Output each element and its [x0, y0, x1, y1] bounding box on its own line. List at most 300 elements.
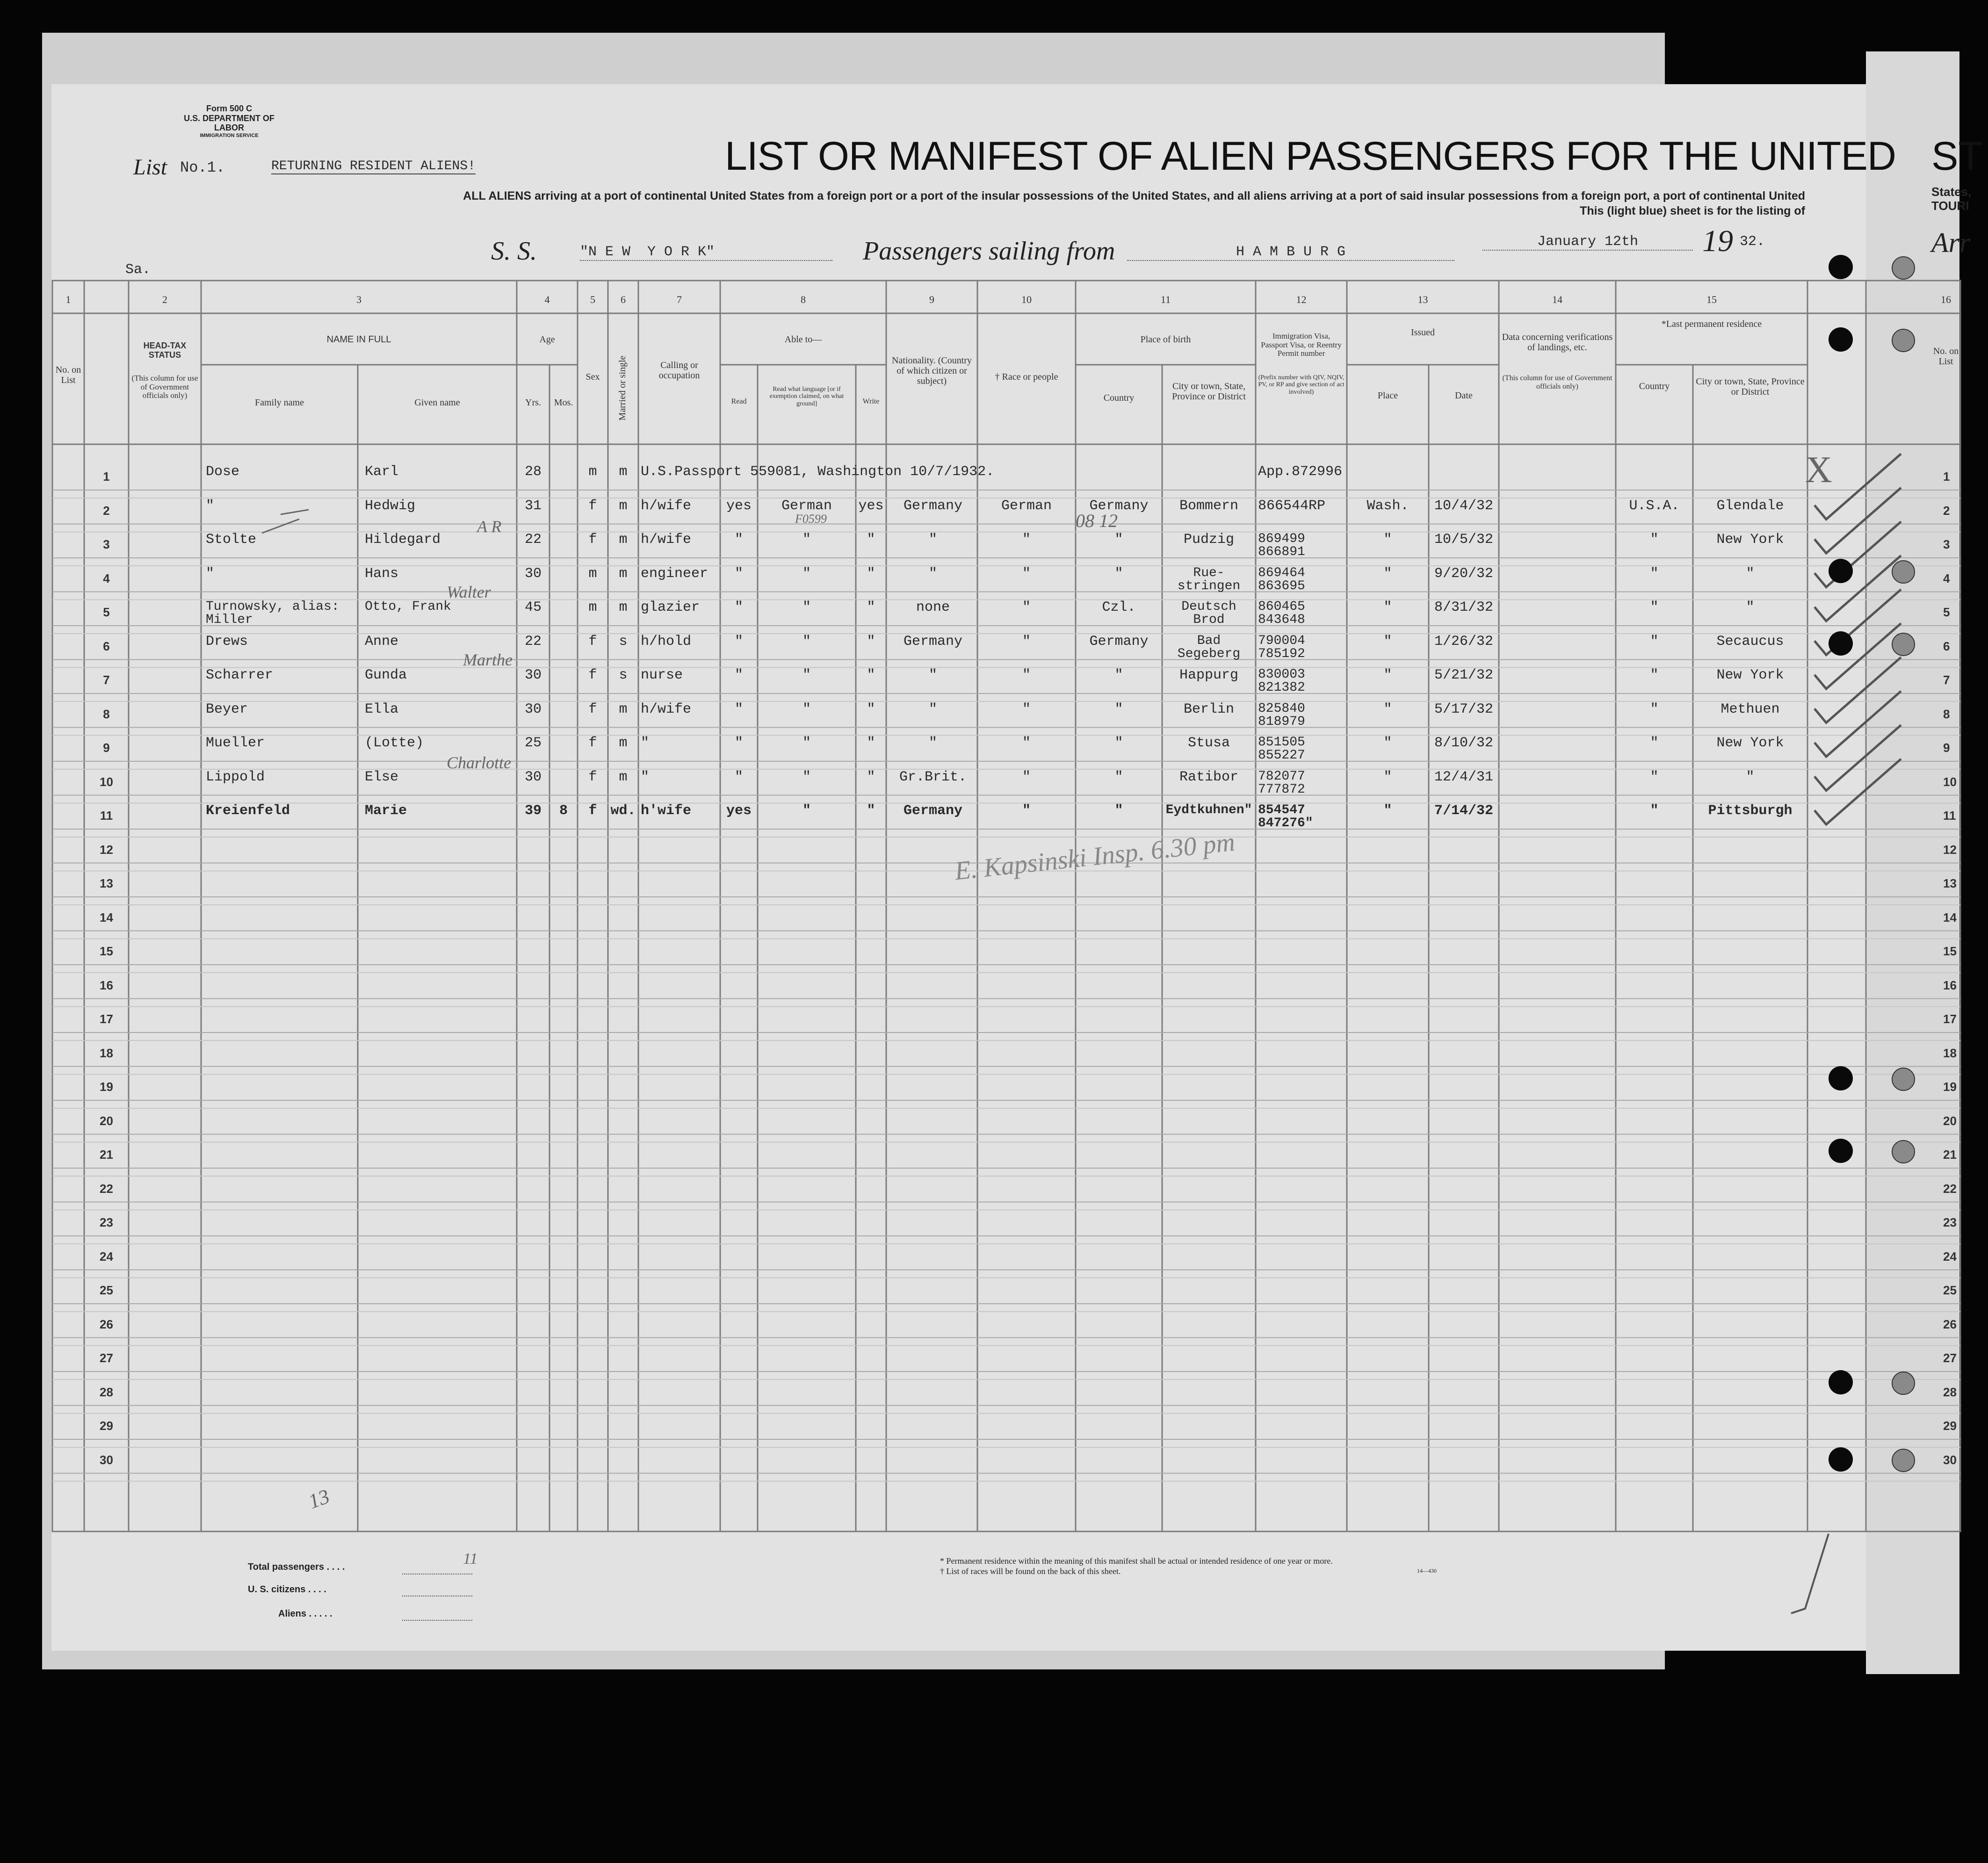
- row-number: 4: [103, 571, 110, 585]
- head-age: Age: [539, 334, 555, 345]
- cell-calling: ": [641, 735, 650, 751]
- row-number: 2: [103, 503, 110, 518]
- cell-race: ": [1022, 667, 1031, 683]
- instructions-line-1: ALL ALIENS arriving at a port of continental United States from a foreign port or a port of the insular possessions of the United States, and all aliens arriving at a port of said insular possessions from a foreign port, a port of continental United: [463, 189, 1805, 202]
- punch-hole: [1829, 1139, 1853, 1163]
- cell-ms: m: [619, 498, 628, 514]
- row-number: 16: [100, 978, 113, 992]
- head-head-tax: HEAD-TAX STATUS: [143, 341, 187, 360]
- cell-yrs: 22: [524, 532, 542, 548]
- cell-nat: Germany: [903, 633, 963, 650]
- instructions-line-2: This (light blue) sheet is for the listing of: [1580, 204, 1805, 217]
- right-row-number: 28: [1943, 1385, 1957, 1399]
- punch-hole: [1892, 329, 1915, 352]
- head-read-language: Read what language [or if exemption claimed, on what ground]: [769, 386, 844, 407]
- row-number: 24: [100, 1249, 113, 1264]
- cell-read: ": [734, 532, 743, 548]
- col-num-13: 13: [1417, 294, 1428, 305]
- head-issued: Issued: [1410, 327, 1435, 338]
- right-row-number: 11: [1943, 809, 1956, 823]
- cell-res-country: U.S.A.: [1629, 498, 1680, 514]
- cell-visa: 860465 843648: [1258, 599, 1305, 627]
- cell-res-country: ": [1650, 769, 1659, 785]
- cell-given: Ella: [365, 701, 399, 717]
- row-number: 9: [103, 741, 110, 755]
- right-row-number: 20: [1943, 1113, 1957, 1128]
- cell-sex: f: [588, 735, 597, 751]
- head-place: Place: [1377, 390, 1398, 401]
- cell-sex: m: [588, 464, 597, 480]
- head-nationality: Nationality. (Country of which citizen or subject): [892, 355, 972, 386]
- cell-nat: Germany: [903, 498, 963, 514]
- hand-walter: Walter: [447, 583, 491, 601]
- cell-nat: Gr.Brit.: [899, 769, 967, 785]
- right-row-number: 13: [1943, 876, 1957, 890]
- year-prefix: 19: [1702, 224, 1733, 258]
- cell-visa: 854547 847276": [1258, 803, 1313, 830]
- cell-yrs: 30: [524, 565, 542, 582]
- cell-calling: nurse: [641, 667, 683, 683]
- cell-nat: ": [928, 532, 937, 548]
- punch-hole: [1829, 255, 1853, 279]
- footer-aliens-label: Aliens . . . . .: [278, 1609, 333, 1619]
- cell-place: Wash.: [1366, 498, 1409, 514]
- row-number: 28: [100, 1385, 113, 1399]
- cell-nat: ": [928, 667, 937, 683]
- cell-given: Hildegard: [365, 532, 441, 548]
- cell-family: ": [206, 498, 215, 514]
- cell-yrs: 39: [524, 803, 542, 819]
- right-row-number: 6: [1943, 639, 1950, 653]
- punch-hole: [1829, 1447, 1853, 1472]
- row-number: 11: [100, 809, 113, 823]
- right-row-number: 17: [1943, 1012, 1957, 1026]
- hand-lang-note: F0599: [795, 512, 827, 526]
- cell-write: ": [867, 769, 875, 785]
- cell-given: Anne: [365, 633, 399, 650]
- cell-res-city: Secaucus: [1716, 633, 1784, 650]
- footnote-races: † List of races will be found on the back of this sheet.: [940, 1567, 1121, 1576]
- right-row-number: 15: [1943, 944, 1957, 958]
- cell-calling: h/wife: [641, 498, 692, 514]
- cell-res-city: ": [1746, 599, 1755, 615]
- punch-hole: [1829, 1370, 1853, 1394]
- hand-tally: 13: [305, 1484, 333, 1514]
- cell-visa: 869499 866891: [1258, 532, 1305, 559]
- cell-given: Else: [365, 769, 399, 785]
- cell-calling: h/hold: [641, 633, 692, 650]
- head-no-on-list: No. on List: [55, 365, 81, 385]
- cell-country: ": [1114, 769, 1123, 785]
- cell-calling: engineer: [641, 565, 708, 582]
- punch-hole: [1829, 327, 1853, 352]
- cell-sex: f: [588, 803, 597, 819]
- right-row-number: 16: [1943, 978, 1957, 992]
- cell-place: ": [1383, 803, 1392, 819]
- adjacent-title: ST: [1931, 134, 1983, 179]
- head-family-name: Family name: [255, 397, 304, 408]
- cell-city: Deutsch Brod: [1181, 599, 1236, 627]
- hand-charlotte: Charlotte: [447, 753, 512, 772]
- cell-city: Berlin: [1183, 701, 1235, 717]
- cell-country: ": [1114, 735, 1123, 751]
- cell-sex: f: [588, 498, 597, 514]
- row-number: 3: [103, 537, 110, 551]
- cell-lang: ": [802, 803, 811, 819]
- cell-ms: wd.: [610, 803, 636, 819]
- cell-place: ": [1383, 599, 1392, 615]
- list-type: RETURNING RESIDENT ALIENS!: [271, 159, 476, 173]
- cell-date: 8/10/32: [1434, 735, 1494, 751]
- form-number: Form 500 C: [206, 104, 253, 113]
- cell-ms: m: [619, 735, 628, 751]
- right-row-number: 27: [1943, 1351, 1957, 1365]
- right-row-number: 22: [1943, 1181, 1957, 1196]
- right-row-number: 26: [1943, 1317, 1957, 1331]
- head-place-of-birth: Place of birth: [1140, 334, 1191, 345]
- row-number: 1: [103, 469, 110, 484]
- cell-calling: h/wife: [641, 532, 692, 548]
- head-res-city: City or town, State, Province or District: [1696, 376, 1805, 397]
- cell-res-city: New York: [1716, 667, 1784, 683]
- punch-hole: [1892, 1449, 1915, 1472]
- right-row-number: 29: [1943, 1419, 1957, 1433]
- head-date: Date: [1455, 390, 1473, 401]
- cell-date: 10/5/32: [1434, 532, 1494, 548]
- cell-res-city: New York: [1716, 735, 1784, 751]
- cell-lang: ": [802, 532, 811, 548]
- row-number: 13: [100, 876, 113, 890]
- row-number: 27: [100, 1351, 113, 1365]
- cell-res-country: ": [1650, 599, 1659, 615]
- cell-res-country: ": [1650, 701, 1659, 717]
- cell-lang: ": [802, 701, 811, 717]
- head-data-concerning: Data concerning verifications of landings, etc.: [1502, 332, 1613, 353]
- cell-ms: m: [619, 464, 628, 480]
- cell-given: Otto, Frank: [365, 599, 451, 614]
- row-number: 26: [100, 1317, 113, 1331]
- head-city: City or town, State, Province or District: [1172, 381, 1246, 402]
- cell-write: ": [867, 633, 875, 650]
- cell-country: ": [1114, 532, 1123, 548]
- cell-yrs: 30: [524, 667, 542, 683]
- cell-res-country: ": [1650, 633, 1659, 650]
- adjacent-subtitle-2: TOURI: [1931, 199, 1969, 213]
- cell-country: ": [1114, 565, 1123, 582]
- cell-nat: ": [928, 701, 937, 717]
- row-number: 17: [100, 1012, 113, 1026]
- cell-write: ": [867, 735, 875, 751]
- cell-write: yes: [858, 498, 884, 514]
- cell-yrs: 30: [524, 701, 542, 717]
- cell-race: ": [1022, 769, 1031, 785]
- cell-lang: ": [802, 769, 811, 785]
- cell-read: ": [734, 667, 743, 683]
- cell-race: ": [1022, 701, 1031, 717]
- cell-family: Dose: [206, 464, 240, 480]
- hand-birth-note: 08 12: [1076, 510, 1118, 531]
- right-row-number: 24: [1943, 1249, 1957, 1264]
- cell-race: ": [1022, 532, 1031, 548]
- col-num-2: 2: [162, 294, 167, 305]
- cell-family: ": [206, 565, 215, 582]
- col-num-4: 4: [544, 294, 550, 305]
- cell-city: Happurg: [1179, 667, 1239, 683]
- cell-visa: 869464 863695: [1258, 565, 1305, 593]
- right-row-number: 7: [1943, 673, 1950, 687]
- col-num-14: 14: [1552, 294, 1562, 305]
- cell-date: 1/26/32: [1434, 633, 1494, 650]
- cell-yrs: 31: [524, 498, 542, 514]
- cell-sex: f: [588, 701, 597, 717]
- cell-visa: 782077 777872: [1258, 769, 1305, 797]
- hand-marthe: Marthe: [463, 650, 513, 669]
- row-number: 22: [100, 1181, 113, 1196]
- col-num-7: 7: [677, 294, 682, 305]
- cell-city: Pudzig: [1183, 532, 1235, 548]
- cell-ms: s: [619, 667, 628, 683]
- cell-race: ": [1022, 633, 1031, 650]
- cell-place: ": [1383, 769, 1392, 785]
- cell-place: ": [1383, 667, 1392, 683]
- cell-res-country: ": [1650, 803, 1659, 819]
- right-row-number: 18: [1943, 1046, 1957, 1060]
- cell-read: ": [734, 633, 743, 650]
- cell-yrs: 25: [524, 735, 542, 751]
- cell-visa: 830003 821382: [1258, 667, 1305, 695]
- cell-family: Mueller: [206, 735, 265, 751]
- row-number: 15: [100, 944, 113, 958]
- cell-family: Scharrer: [206, 667, 274, 683]
- col-num-10: 10: [1021, 294, 1032, 305]
- cell-country: ": [1114, 803, 1123, 819]
- cell-lang: ": [802, 667, 811, 683]
- list-number: No.1.: [180, 159, 225, 176]
- department: U.S. DEPARTMENT OF LABOR: [184, 113, 275, 133]
- cell-race: ": [1022, 599, 1031, 615]
- cell-write: ": [867, 599, 875, 615]
- cell-calling: h'wife: [641, 803, 692, 819]
- cell-given: Hedwig: [365, 498, 416, 514]
- row-number: 8: [103, 707, 110, 721]
- head-read: Read: [731, 397, 747, 405]
- cell-place: ": [1383, 565, 1392, 582]
- cell-read: yes: [726, 498, 752, 514]
- head-head-tax-note: (This column for use of Government officials only): [131, 374, 198, 400]
- cell-given: Marie: [365, 803, 407, 819]
- cell-sex: f: [588, 769, 597, 785]
- cell-ms: m: [619, 599, 628, 615]
- head-married: Married or single: [617, 355, 628, 421]
- cell-visa: 851505 855227: [1258, 735, 1305, 763]
- head-yrs: Yrs.: [525, 397, 541, 408]
- cell-lang: ": [802, 565, 811, 582]
- cell-calling: glazier: [641, 599, 700, 615]
- row-number: 7: [103, 673, 110, 687]
- right-row-number: 14: [1943, 910, 1957, 924]
- hand-inspector-note: E. Kapsinski Insp. 6.30 pm: [953, 827, 1236, 886]
- cell-given: Hans: [365, 565, 399, 582]
- cell-yrs: 45: [524, 599, 542, 615]
- cell-city: Bad Segeberg: [1177, 633, 1241, 661]
- row-number: 21: [100, 1148, 113, 1162]
- head-country: Country: [1103, 393, 1135, 403]
- row-number: 14: [100, 910, 113, 924]
- cell-sex: f: [588, 532, 597, 548]
- col-num-16: 16: [1941, 294, 1951, 305]
- cell-family: Lippold: [206, 769, 265, 785]
- cell-calling: ": [641, 769, 650, 785]
- col-num-9: 9: [929, 294, 934, 305]
- cell-given: (Lotte): [365, 735, 424, 751]
- punch-hole: [1892, 560, 1915, 584]
- footer-total-label: Total passengers . . . .: [248, 1562, 345, 1572]
- ss-label: S. S.: [491, 237, 537, 266]
- cell-country: Germany: [1089, 498, 1149, 514]
- cell-race: ": [1022, 565, 1031, 582]
- cell-place: ": [1383, 633, 1392, 650]
- cell-sex: m: [588, 599, 597, 615]
- head-data-note: (This column for use of Government officials only): [1502, 374, 1612, 390]
- row-number: 23: [100, 1215, 113, 1229]
- footnote-residence: * Permanent residence within the meaning of this manifest shall be actual or intended residence of one year or more.: [940, 1556, 1333, 1566]
- head-sex: Sex: [586, 372, 600, 382]
- cell-date: 10/4/32: [1434, 498, 1494, 514]
- col-num-12: 12: [1296, 294, 1307, 305]
- head-last-residence: *Last permanent residence: [1661, 319, 1762, 329]
- cell-nat: ": [928, 565, 937, 582]
- head-right-no: No. on List: [1933, 346, 1959, 367]
- cell-res-city: ": [1746, 565, 1755, 582]
- cell-calling: U.S.Passport 559081, Washington 10/7/1932.: [641, 464, 995, 480]
- head-calling: Calling or occupation: [658, 360, 700, 381]
- cell-read: ": [734, 599, 743, 615]
- cell-city: Stusa: [1187, 735, 1230, 751]
- cell-write: ": [867, 565, 875, 582]
- cell-write: ": [867, 803, 875, 819]
- cell-family: Drews: [206, 633, 248, 650]
- right-row-number: 21: [1943, 1148, 1957, 1162]
- cell-visa: 790004 785192: [1258, 633, 1305, 661]
- cell-visa: 866544RP: [1258, 498, 1326, 514]
- cell-res-city: ": [1746, 769, 1755, 785]
- cell-city: Rue-stringen: [1177, 565, 1241, 593]
- col-num-11: 11: [1160, 294, 1171, 305]
- punch-hole: [1892, 1372, 1915, 1395]
- cell-res-country: ": [1650, 667, 1659, 683]
- punch-hole: [1892, 1140, 1915, 1163]
- year-suffix: 32.: [1740, 234, 1765, 250]
- service: IMMIGRATION SERVICE: [200, 133, 259, 139]
- cell-ms: m: [619, 532, 628, 548]
- footer-total-value: 11: [463, 1550, 478, 1567]
- col-num-8: 8: [801, 294, 806, 305]
- right-row-number: 10: [1943, 774, 1957, 789]
- cell-write: ": [867, 532, 875, 548]
- cell-read: ": [734, 565, 743, 582]
- list-label: List: [133, 155, 167, 180]
- cell-sex: f: [588, 633, 597, 650]
- head-res-country: Country: [1639, 381, 1670, 391]
- cell-country: ": [1114, 701, 1123, 717]
- cell-given: Karl: [365, 464, 399, 480]
- cell-country: Czl.: [1102, 599, 1136, 615]
- sailing-port: H A M B U R G: [1127, 244, 1454, 261]
- punch-hole: [1892, 1068, 1915, 1091]
- sailing-label: Passengers sailing from: [863, 237, 1115, 266]
- cell-family: Stolte: [206, 532, 257, 548]
- cell-date: 12/4/31: [1434, 769, 1494, 785]
- punch-hole: [1892, 256, 1915, 280]
- manifest-title: LIST OR MANIFEST OF ALIEN PASSENGERS FOR THE UNITED: [725, 134, 1896, 179]
- cell-write: ": [867, 667, 875, 683]
- cell-res-country: ": [1650, 735, 1659, 751]
- right-row-number: 23: [1943, 1215, 1957, 1229]
- cell-sex: m: [588, 565, 597, 582]
- cell-city: Eydtkuhnen": [1165, 803, 1252, 817]
- cell-place: ": [1383, 701, 1392, 717]
- cell-yrs: 30: [524, 769, 542, 785]
- cell-yrs: 28: [524, 464, 542, 480]
- row-number: 20: [100, 1113, 113, 1128]
- punch-hole: [1829, 559, 1853, 583]
- head-visa: Immigration Visa, Passport Visa, or Reentry Permit number: [1261, 332, 1342, 358]
- head-write: Write: [862, 397, 880, 405]
- cell-date: 5/21/32: [1434, 667, 1494, 683]
- right-row-number: 5: [1943, 605, 1950, 619]
- cell-lang: ": [802, 633, 811, 650]
- row-number: 18: [100, 1046, 113, 1060]
- right-row-number: 1: [1943, 469, 1950, 484]
- cell-sex: f: [588, 667, 597, 683]
- head-able-to: Able to—: [784, 334, 822, 345]
- cell-date: 5/17/32: [1434, 701, 1494, 717]
- cell-given: Gunda: [365, 667, 407, 683]
- right-row-number: 30: [1943, 1452, 1957, 1467]
- col-num-1: 1: [65, 294, 71, 305]
- sa-label: Sa.: [125, 262, 151, 278]
- cell-city: Ratibor: [1179, 769, 1239, 785]
- row-number: 10: [100, 774, 113, 789]
- cell-ms: m: [619, 701, 628, 717]
- adjacent-arrival: Arr: [1931, 227, 1971, 258]
- ship-name: "N E W Y O R K": [580, 244, 832, 261]
- cell-nat: Germany: [903, 803, 963, 819]
- right-row-number: 8: [1943, 707, 1950, 721]
- cell-res-country: ": [1650, 532, 1659, 548]
- cell-yrs: 22: [524, 633, 542, 650]
- cell-date: 8/31/32: [1434, 599, 1494, 615]
- footer-us-citizens-label: U. S. citizens . . . .: [248, 1584, 326, 1595]
- cell-family: Kreienfeld: [206, 803, 290, 819]
- cell-country: ": [1114, 667, 1123, 683]
- head-name-in-full: NAME IN FULL: [326, 334, 391, 345]
- right-row-number: 2: [1943, 503, 1950, 518]
- head-race: † Race or people: [995, 372, 1058, 382]
- row-number: 12: [100, 842, 113, 857]
- cell-ms: s: [619, 633, 628, 650]
- punch-hole: [1892, 633, 1915, 656]
- cell-write: ": [867, 701, 875, 717]
- cell-date: 9/20/32: [1434, 565, 1494, 582]
- cell-nat: none: [916, 599, 950, 615]
- col-num-3: 3: [356, 294, 361, 305]
- cell-res-city: Glendale: [1716, 498, 1784, 514]
- head-visa-note: (Prefix number with QIV, NQIV, PV, or RP and give section of act involved): [1258, 374, 1345, 396]
- cell-date: 7/14/32: [1434, 803, 1494, 819]
- cell-nat: ": [928, 735, 937, 751]
- cell-res-city: New York: [1716, 532, 1784, 548]
